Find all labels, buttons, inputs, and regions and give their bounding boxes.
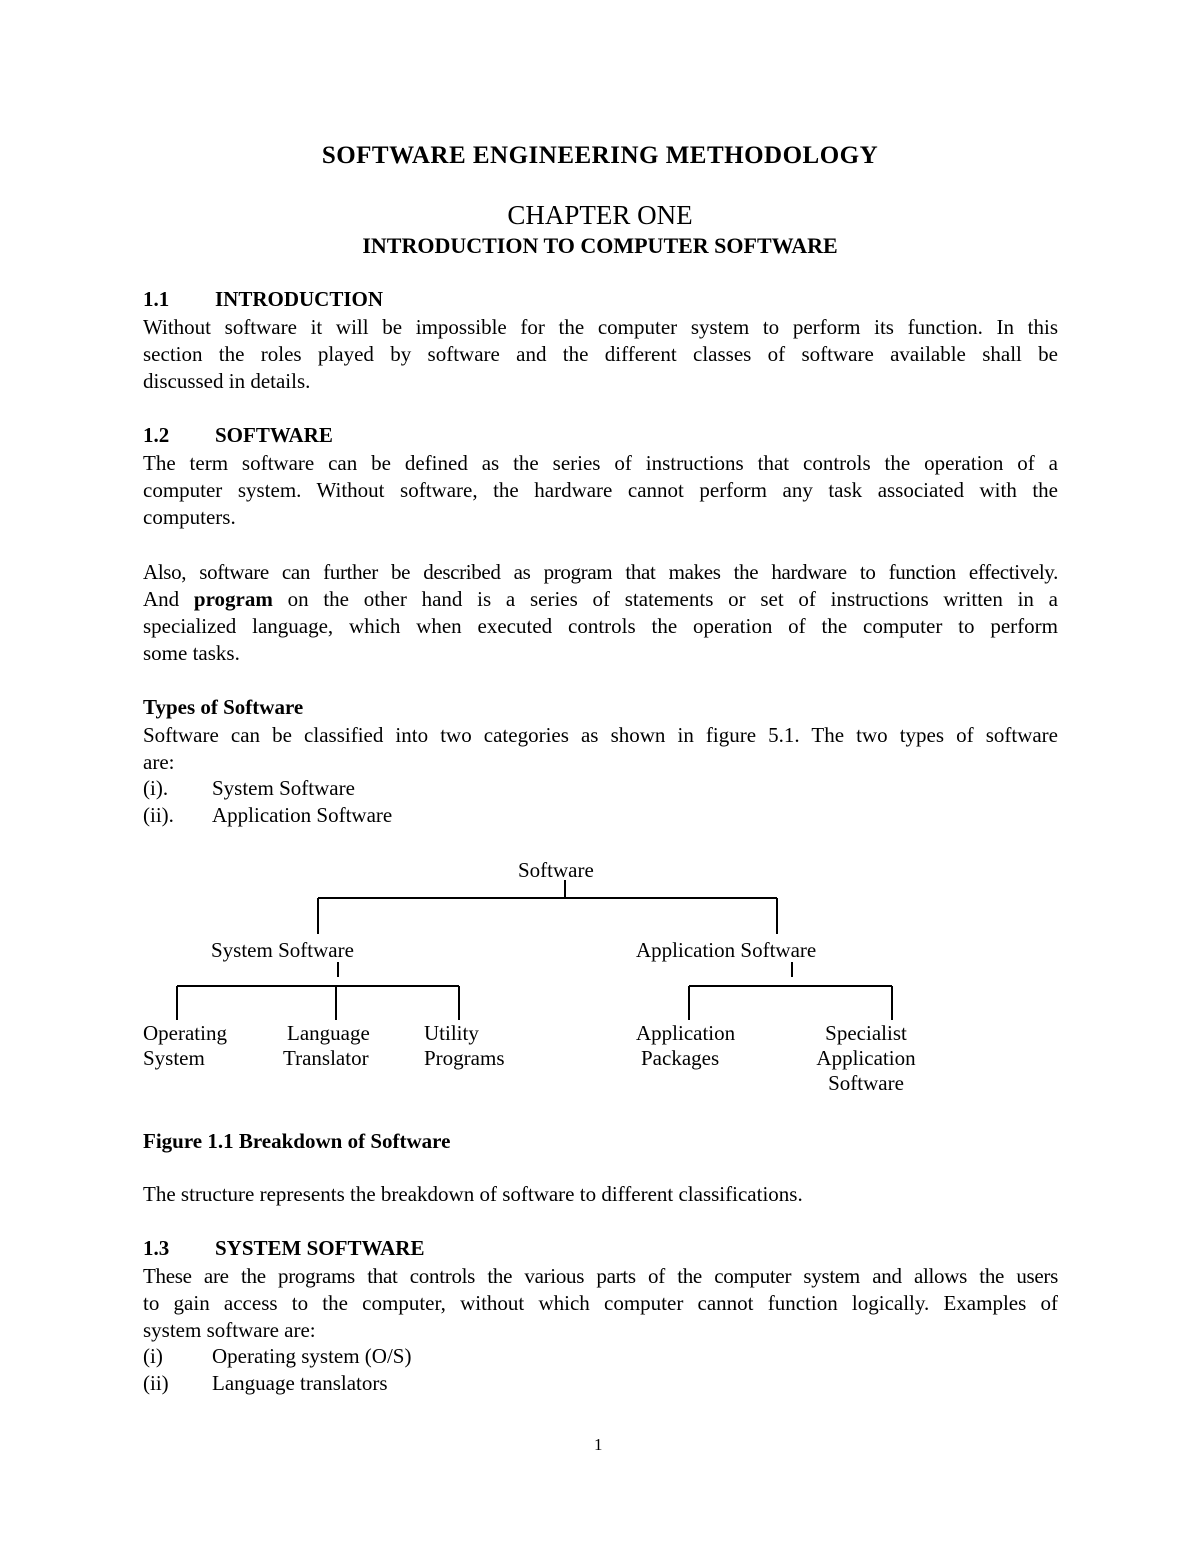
figure-caption: Figure 1.1 Breakdown of Software	[143, 1129, 451, 1153]
document-title: SOFTWARE ENGINEERING METHODOLOGY	[321, 142, 879, 169]
paragraph-line: Also, software can further be described as program that makes the hardware to function effectively.	[143, 560, 1058, 584]
list-item-text: System Software	[212, 776, 355, 800]
node-label-line: Language	[287, 1021, 370, 1045]
list-item-text: Application Software	[212, 803, 393, 827]
paragraph-line: specialized language, which when executed controls the operation of the computer to perform	[143, 614, 1058, 638]
structure-sentence: The structure represents the breakdown of software to different classifications.	[143, 1182, 803, 1206]
section-title: INTRODUCTION	[215, 287, 384, 311]
paragraph-line: computers.	[143, 505, 236, 529]
chapter-heading: CHAPTER ONE	[507, 200, 693, 230]
section-title: SYSTEM SOFTWARE	[215, 1236, 425, 1260]
paragraph-line: Without software it will be impossible for the computer system to perform its function. In this	[143, 315, 1058, 339]
page-number: 1	[594, 1435, 603, 1454]
node-label-line: Application	[816, 1046, 916, 1070]
node-label-line: Software	[828, 1071, 904, 1095]
list-item-text: Language translators	[212, 1371, 388, 1395]
list-item-text: Operating system (O/S)	[212, 1344, 412, 1368]
node-operating-system	[143, 1021, 227, 1071]
text-run: on the other hand is a series of statements or set of instructions written in a	[272, 587, 1058, 611]
paragraph-line: Software can be classified into two categories as shown in figure 5.1. The two types of software	[143, 723, 1058, 747]
node-language-translator	[283, 1021, 370, 1071]
paragraph-line: are:	[143, 750, 175, 774]
list-marker: (i)	[143, 1344, 163, 1368]
system-software-paragraph	[143, 1263, 1058, 1344]
types-of-software-heading: Types of Software	[143, 695, 304, 719]
paragraph-line: system software are:	[143, 1318, 316, 1342]
bold-term-program: program	[193, 587, 273, 611]
section-title: SOFTWARE	[215, 423, 333, 447]
node-label-line: Packages	[641, 1046, 720, 1070]
node-label-line: Application	[636, 1021, 736, 1045]
paragraph-line: computer system. Without software, the hardware cannot perform any task associated with the	[143, 478, 1058, 502]
node-system-software: System Software	[211, 938, 354, 962]
node-application-packages	[636, 1021, 735, 1071]
section-number: 1.3	[143, 1236, 170, 1260]
node-label-line: Specialist	[825, 1021, 907, 1045]
chapter-subtitle: INTRODUCTION TO COMPUTER SOFTWARE	[362, 233, 838, 258]
node-label-line: Translator	[283, 1046, 369, 1070]
paragraph-line: section the roles played by software and the different classes of software available shall be	[143, 342, 1058, 366]
node-software: Software	[518, 858, 594, 882]
node-specialist-application-software	[811, 1021, 921, 1096]
node-label-line: Programs	[424, 1046, 505, 1070]
list-marker: (ii).	[143, 803, 174, 827]
node-utility-programs	[424, 1021, 505, 1071]
text-run: And	[143, 587, 194, 611]
node-application-software: Application Software	[636, 938, 817, 962]
node-label-line: Operating	[143, 1021, 227, 1045]
paragraph-line: These are the programs that controls the various parts of the computer system and allows the users	[143, 1264, 1058, 1288]
paragraph-line: to gain access to the computer, without which computer cannot function logically. Examples of	[143, 1291, 1058, 1315]
list-marker: (i).	[143, 776, 169, 800]
list-marker: (ii)	[143, 1371, 169, 1395]
node-label-line: System	[143, 1046, 205, 1070]
section-number: 1.1	[143, 287, 170, 311]
node-label-line: Utility	[424, 1021, 479, 1045]
paragraph-line: some tasks.	[143, 641, 240, 665]
paragraph-line: discussed in details.	[143, 369, 311, 393]
paragraph-line: The term software can be defined as the series of instructions that controls the operation of a	[143, 451, 1058, 475]
section-number: 1.2	[143, 423, 170, 447]
